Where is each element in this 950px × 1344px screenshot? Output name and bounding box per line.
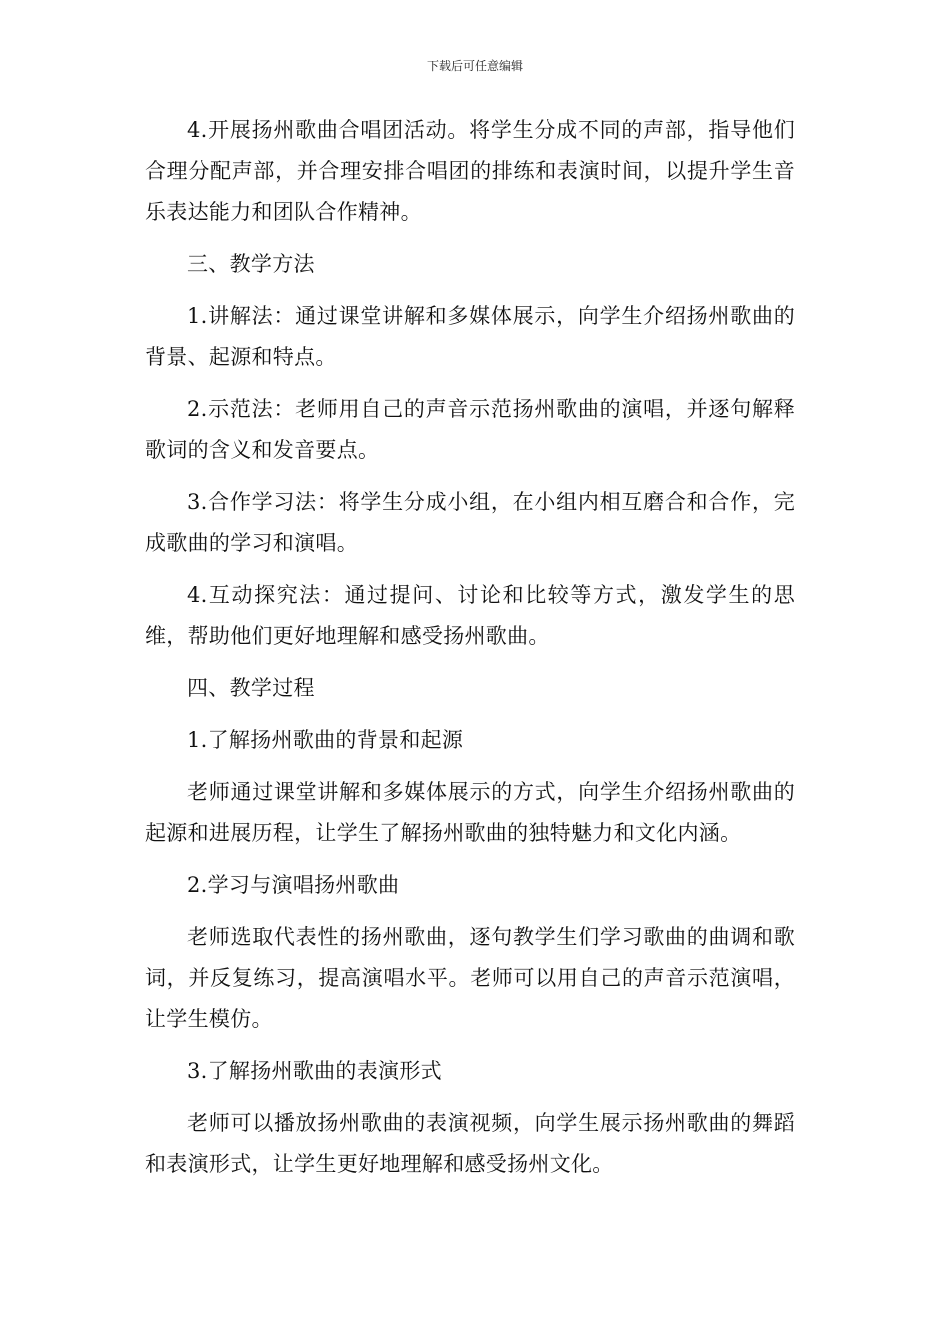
section-heading-teaching-process: 四、教学过程 [187, 676, 315, 700]
header-note: 下载后可任意编辑 [426, 59, 523, 73]
paragraph-method-demonstration: 2.示范法：老师用自己的声音示范扬州歌曲的演唱，并逐句解释歌词的含义和发音要点。 [145, 397, 795, 462]
paragraph-learn-sing: 老师选取代表性的扬州歌曲，逐句教学生们学习歌曲的曲调和歌词，并反复练习，提高演唱水平。老师可以用自己的声音示范演唱，让学生模仿。 [145, 925, 795, 1031]
subheading-learn-sing: 2.学习与演唱扬州歌曲 [187, 873, 400, 897]
paragraph-background: 老师通过课堂讲解和多媒体展示的方式，向学生介绍扬州歌曲的起源和进展历程，让学生了解扬州歌曲的独特魅力和文化内涵。 [145, 780, 795, 845]
section-heading-teaching-methods: 三、教学方法 [187, 252, 315, 276]
paragraph-method-cooperative: 3.合作学习法：将学生分成小组，在小组内相互磨合和合作，完成歌曲的学习和演唱。 [145, 490, 795, 555]
paragraph-choir-activity: 4.开展扬州歌曲合唱团活动。将学生分成不同的声部，指导他们合理分配声部，并合理安排合唱团的排练和表演时间，以提升学生音乐表达能力和团队合作精神。 [145, 118, 795, 224]
paragraph-method-lecture: 1.讲解法：通过课堂讲解和多媒体展示，向学生介绍扬州歌曲的背景、起源和特点。 [145, 304, 795, 369]
paragraph-method-inquiry: 4.互动探究法：通过提问、讨论和比较等方式，激发学生的思维，帮助他们更好地理解和感受扬州歌曲。 [145, 583, 795, 648]
paragraph-performance: 老师可以播放扬州歌曲的表演视频，向学生展示扬州歌曲的舞蹈和表演形式，让学生更好地理解和感受扬州文化。 [145, 1111, 795, 1176]
document-body [145, 110, 795, 1196]
subheading-performance: 3.了解扬州歌曲的表演形式 [187, 1059, 442, 1083]
subheading-background: 1.了解扬州歌曲的背景和起源 [187, 728, 464, 752]
